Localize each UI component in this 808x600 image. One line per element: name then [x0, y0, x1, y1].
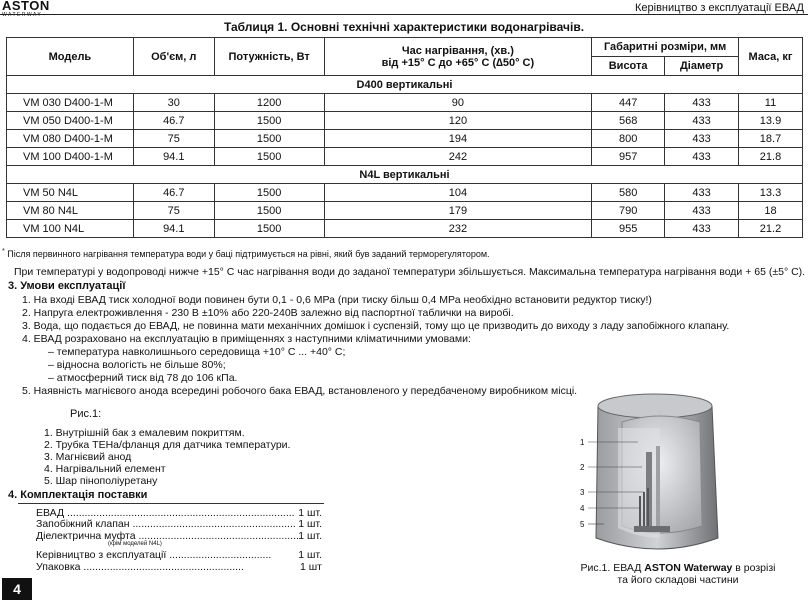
cell-time: 242 — [324, 148, 592, 166]
cell-height: 580 — [592, 184, 665, 202]
kit-item — [36, 561, 322, 573]
kit-item-qty: 1 шт — [300, 561, 322, 573]
specs-table — [6, 37, 803, 238]
kit-item — [36, 530, 322, 542]
caption-line2: та його складові частини — [617, 574, 739, 586]
header-heating-line2: від +15° С до +65° С (∆50° С) — [381, 56, 535, 69]
header-volume: Об'єм, л — [133, 38, 214, 76]
header-divider — [0, 14, 808, 15]
cell-volume: 94.1 — [133, 220, 214, 238]
brand-logo — [2, 0, 60, 18]
logo-main-text: ASTON — [2, 0, 50, 13]
cell-mass: 21.8 — [739, 148, 803, 166]
cell-power: 1200 — [214, 94, 324, 112]
table-title: Таблиця 1. Основні технічні характеристики водонагрівачів. — [223, 20, 585, 34]
kit-item — [36, 549, 322, 561]
kit-item-qty: 1 шт. — [298, 549, 322, 561]
cell-model: VM 100 N4L — [7, 220, 134, 238]
kit-note: (крім моделей N4L) — [108, 541, 162, 547]
table-row — [7, 202, 803, 220]
logo-sub-text: WATERWAY — [2, 12, 43, 18]
cell-time: 104 — [324, 184, 592, 202]
figure-caption — [558, 562, 798, 586]
table-row — [7, 184, 803, 202]
cell-power: 1500 — [214, 130, 324, 148]
temperature-paragraph: При температурі у водопроводі нижче +15° С час нагрівання води до заданої температури збільшується. Максимальна температура нагрівання води + 65 (±5° С). — [14, 266, 806, 278]
figure-list-item: 5. Шар пінополіуретану — [44, 475, 158, 487]
cell-height: 447 — [592, 94, 665, 112]
cell-mass: 18.7 — [739, 130, 803, 148]
footnote-text: Після первинного нагрівання температура води у баці підтримується на рівні, який був заданий терморегулятором. — [7, 249, 490, 259]
section-n4l: N4L вертикальні — [7, 166, 803, 184]
table-row — [7, 148, 803, 166]
cell-height: 568 — [592, 112, 665, 130]
cell-model: VM 050 D400-1-M — [7, 112, 134, 130]
header-heating-time — [324, 38, 592, 76]
cell-mass: 13.3 — [739, 184, 803, 202]
table-row — [7, 94, 803, 112]
page-number: 4 — [2, 578, 32, 600]
callout-5: 5 — [580, 520, 585, 529]
cell-diameter: 433 — [665, 184, 739, 202]
caption-suffix: в розрізі — [732, 562, 776, 574]
callout-1: 1 — [580, 438, 585, 447]
figure-list-item: 2. Трубка ТЕНа/фланця для датчика температури. — [44, 439, 291, 451]
cell-model: VM 100 D400-1-M — [7, 148, 134, 166]
cell-volume: 46.7 — [133, 184, 214, 202]
condition-item: 4. ЕВАД розраховано на експлуатацію в приміщеннях з наступними кліматичними умовами: — [22, 333, 471, 345]
cell-diameter: 433 — [665, 130, 739, 148]
cell-time: 90 — [324, 94, 592, 112]
figure-list-item: 3. Магнієвий анод — [44, 451, 132, 463]
header-heating-line1: Час нагрівання, (хв.) — [401, 44, 514, 57]
climate-subitem: – температура навколишнього середовища +10° С ... +40° С; — [48, 346, 346, 358]
callout-leader-lines — [586, 436, 656, 528]
cell-height: 955 — [592, 220, 665, 238]
kit-item-qty: 1 шт. — [298, 518, 322, 530]
cell-diameter: 433 — [665, 220, 739, 238]
cell-time: 120 — [324, 112, 592, 130]
callout-3: 3 — [580, 488, 585, 497]
cell-height: 790 — [592, 202, 665, 220]
kit-item — [36, 518, 322, 530]
condition-item: 5. Наявність магнієвого анода всередині робочого бака ЕВАД, встановленого у передбаченому виробником місці. — [22, 385, 578, 397]
kit-item-name: Упаковка ....................................................... — [36, 561, 244, 573]
caption-brand: ASTON Waterway — [644, 562, 733, 574]
header-model: Модель — [7, 38, 134, 76]
cell-height: 800 — [592, 130, 665, 148]
cell-diameter: 433 — [665, 148, 739, 166]
cell-time: 179 — [324, 202, 592, 220]
footnote-mark: * — [2, 248, 5, 255]
kit-item-name: Запобіжний клапан ........................................................ — [36, 518, 296, 530]
cell-power: 1500 — [214, 184, 324, 202]
header-height: Висота — [592, 57, 665, 76]
climate-subitem: – атмосферний тиск від 78 до 106 кПа. — [48, 372, 238, 384]
condition-item: 1. На вході ЕВАД тиск холодної води повинен бути 0,1 - 0,6 МРа (при тиску більш 0,4 МРа необхідно встановити редуктор тиску!) — [22, 294, 652, 306]
cell-volume: 94.1 — [133, 148, 214, 166]
header-dimensions: Габаритні розміри, мм — [592, 38, 739, 57]
header-diameter: Діаметр — [665, 57, 739, 76]
condition-item: 2. Напруга електроживлення - 230 В ±10% або 220-240В залежно від паспортної таблички на виробі. — [22, 307, 514, 319]
document-title: Керівництво з експлуатації ЕВАД — [634, 2, 804, 14]
cell-power: 1500 — [214, 220, 324, 238]
cell-mass: 13.9 — [739, 112, 803, 130]
header-power: Потужність, Вт — [214, 38, 324, 76]
callout-2: 2 — [580, 463, 585, 472]
cell-power: 1500 — [214, 112, 324, 130]
cell-power: 1500 — [214, 148, 324, 166]
section-3-title: 3. Умови експлуатації — [8, 280, 126, 292]
kit-item-qty: 1 шт. — [298, 530, 322, 542]
figure-list-item: 1. Внутрішній бак з емалевим покриттям. — [44, 427, 245, 439]
table-row — [7, 220, 803, 238]
cell-model: VM 080 D400-1-M — [7, 130, 134, 148]
cell-model: VM 030 D400-1-M — [7, 94, 134, 112]
cell-volume: 75 — [133, 130, 214, 148]
header-mass: Маса, кг — [739, 38, 803, 76]
cell-height: 957 — [592, 148, 665, 166]
caption-prefix: Рис.1. ЕВАД — [580, 562, 645, 574]
caption-line1 — [558, 562, 798, 574]
cell-volume: 46.7 — [133, 112, 214, 130]
cell-diameter: 433 — [665, 202, 739, 220]
kit-item-qty: 1 шт. — [298, 507, 322, 519]
figure-list-label: Рис.1: — [70, 408, 102, 420]
cell-diameter: 433 — [665, 94, 739, 112]
cell-model: VM 50 N4L — [7, 184, 134, 202]
cell-power: 1500 — [214, 202, 324, 220]
figure-list-item: 4. Нагрівальний елемент — [44, 463, 166, 475]
footnote — [2, 248, 490, 259]
climate-subitem: – відносна вологість не більше 80%; — [48, 359, 226, 371]
cell-volume: 30 — [133, 94, 214, 112]
cell-model: VM 80 N4L — [7, 202, 134, 220]
cell-mass: 21.2 — [739, 220, 803, 238]
kit-item-name: Діелектрична муфта ....................................................... — [36, 530, 299, 542]
table-row — [7, 130, 803, 148]
cell-time: 194 — [324, 130, 592, 148]
table-row — [7, 112, 803, 130]
cell-volume: 75 — [133, 202, 214, 220]
callout-4: 4 — [580, 504, 585, 513]
kit-item-name: Керівництво з експлуатації ................................... — [36, 549, 272, 561]
kit-divider — [18, 503, 324, 504]
cell-time: 232 — [324, 220, 592, 238]
cell-mass: 18 — [739, 202, 803, 220]
kit-item-name: ЕВАД .............................................................................. — [36, 507, 295, 519]
section-4-title: 4. Комплектація поставки — [8, 489, 148, 501]
condition-item: 3. Вода, що подається до ЕВАД, не повинна мати механічних домішок і суспензій, тому що це призводить до виходу з ладу запобіжного клапану. — [22, 320, 730, 332]
cell-diameter: 433 — [665, 112, 739, 130]
section-d400: D400 вертикальні — [7, 76, 803, 94]
cell-mass: 11 — [739, 94, 803, 112]
